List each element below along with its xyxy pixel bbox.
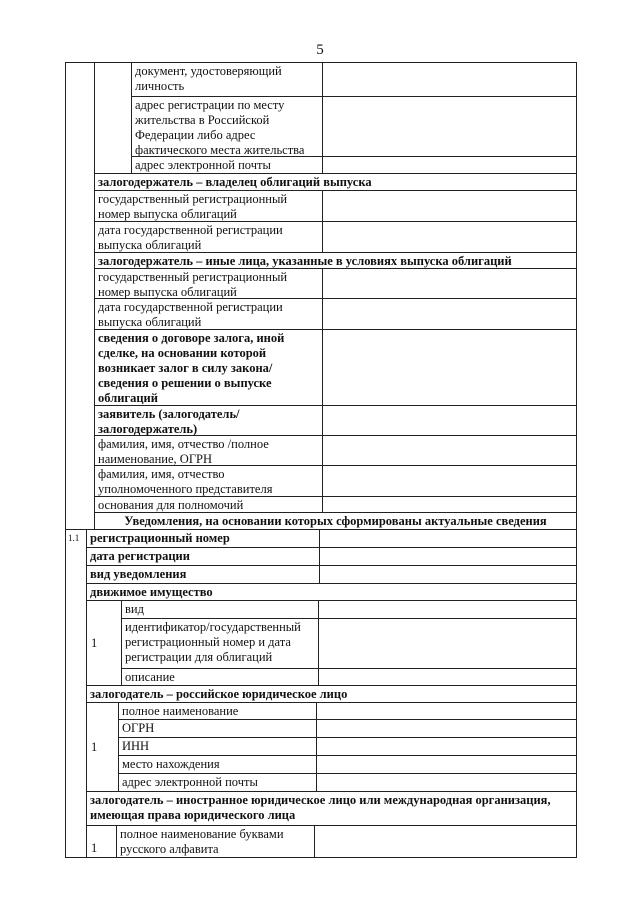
notifications-header: Уведомления, на основании которых сформированы актуальные сведения <box>94 512 577 530</box>
value-other-reg-date[interactable] <box>322 298 577 330</box>
label-reg-address: адрес регистрации по месту жительства в Российской Федерации либо адрес фактического места жительства <box>131 96 323 157</box>
pledgor-ru-number: 1 <box>86 702 119 792</box>
value-movable-identifier[interactable] <box>318 618 577 669</box>
section-holder-owner: залогодержатель – владелец облигаций выпуска <box>94 173 577 191</box>
value-representative[interactable] <box>322 465 577 497</box>
label-applicant-name: фамилия, имя, отчество /полное наименование, ОГРН <box>94 435 323 466</box>
label-doc-id: документ, удостоверяющий личность <box>131 62 323 97</box>
value-owner-reg-date[interactable] <box>322 221 577 253</box>
label-notice-type: вид уведомления <box>86 565 320 584</box>
value-contract-info[interactable] <box>322 329 577 406</box>
value-doc-id[interactable] <box>322 62 577 97</box>
left-column <box>65 62 95 530</box>
label-pledgor-ru-inn: ИНН <box>118 737 317 756</box>
value-pledgor-foreign-name[interactable] <box>314 825 577 858</box>
value-reg-date[interactable] <box>319 547 577 566</box>
value-authority-basis[interactable] <box>322 496 577 513</box>
section-index: 1.1 <box>65 529 87 858</box>
label-applicant: заявитель (залогодатель/залогодержатель) <box>94 405 323 436</box>
value-other-reg-number[interactable] <box>322 268 577 299</box>
value-pledgor-ru-email[interactable] <box>316 773 577 792</box>
label-pledgor-ru-name: полное наименование <box>118 702 317 720</box>
value-reg-address[interactable] <box>322 96 577 157</box>
label-other-reg-number: государственный регистрационный номер выпуска облигаций <box>94 268 323 299</box>
label-owner-reg-number: государственный регистрационный номер выпуска облигаций <box>94 190 323 222</box>
label-pledgor-foreign-name: полное наименование буквами русского алфавита <box>116 825 315 858</box>
label-movable-identifier: идентификатор/государственный регистрационный номер и дата регистрации для облигаций <box>121 618 319 669</box>
label-representative: фамилия, имя, отчество уполномоченного представителя <box>94 465 323 497</box>
label-authority-basis: основания для полномочий <box>94 496 323 513</box>
sub-column <box>94 62 132 174</box>
label-pledgor-ru-email: адрес электронной почты <box>118 773 317 792</box>
section-pledgor-ru: залогодатель – российское юридическое лицо <box>86 685 577 703</box>
label-contract-info: сведения о договоре залога, иной сделке, на основании которой возникает залог в силу закона/сведения о решении о выпуске облигаций <box>94 329 323 406</box>
label-owner-reg-date: дата государственной регистрации выпуска облигаций <box>94 221 323 253</box>
label-pledgor-ru-location: место нахождения <box>118 755 317 774</box>
value-pledgor-ru-location[interactable] <box>316 755 577 774</box>
value-reg-number[interactable] <box>319 529 577 548</box>
value-applicant-name[interactable] <box>322 435 577 466</box>
section-movable: движимое имущество <box>86 583 577 601</box>
value-movable-type[interactable] <box>318 600 577 619</box>
value-email[interactable] <box>322 156 577 174</box>
movable-number: 1 <box>86 600 122 686</box>
value-pledgor-ru-name[interactable] <box>316 702 577 720</box>
value-movable-description[interactable] <box>318 668 577 686</box>
label-other-reg-date: дата государственной регистрации выпуска облигаций <box>94 298 323 330</box>
label-movable-description: описание <box>121 668 319 686</box>
label-reg-date: дата регистрации <box>86 547 320 566</box>
page-number: 5 <box>316 42 324 58</box>
value-notice-type[interactable] <box>319 565 577 584</box>
label-movable-type: вид <box>121 600 319 619</box>
label-reg-number: регистрационный номер <box>86 529 320 548</box>
pledgor-foreign-number: 1 <box>86 825 117 858</box>
value-applicant[interactable] <box>322 405 577 436</box>
label-pledgor-ru-ogrn: ОГРН <box>118 719 317 738</box>
section-pledgor-foreign: залогодатель – иностранное юридическое лицо или международная организация, имеющая права юридического лица <box>86 791 577 826</box>
value-owner-reg-number[interactable] <box>322 190 577 222</box>
label-email: адрес электронной почты <box>131 156 323 174</box>
section-holder-other: залогодержатель – иные лица, указанные в условиях выпуска облигаций <box>94 252 577 269</box>
value-pledgor-ru-ogrn[interactable] <box>316 719 577 738</box>
value-pledgor-ru-inn[interactable] <box>316 737 577 756</box>
